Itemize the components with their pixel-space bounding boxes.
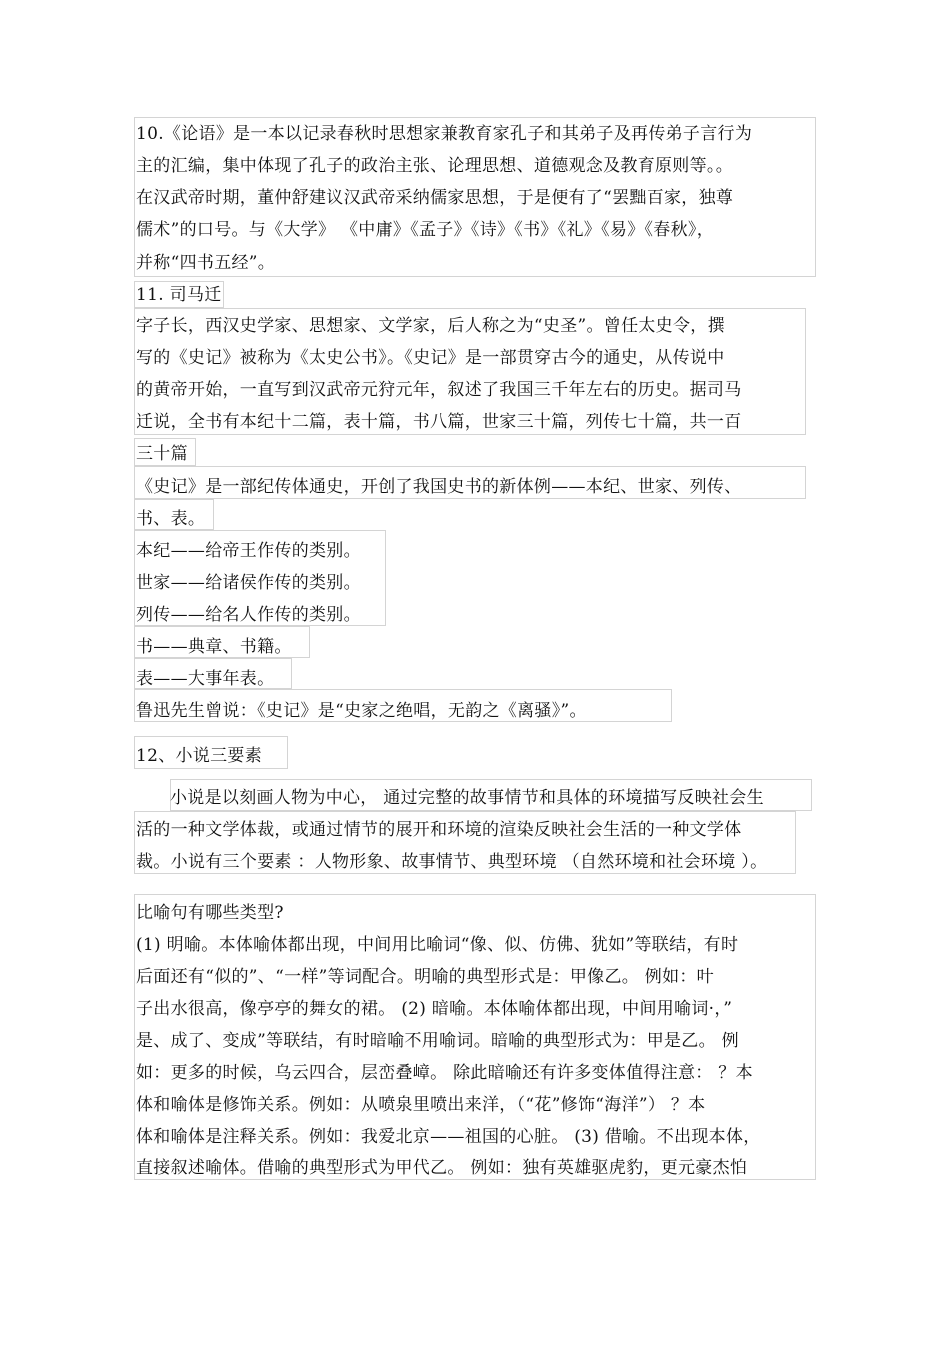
section-11-para2-line: 书、表。: [136, 509, 206, 529]
section-11-para1-tail: 三十篇: [136, 444, 188, 464]
section-10-line: 主的汇编，集中体现了孔子的政治主张、论理思想、道德观念及教育原则等。。: [136, 156, 733, 176]
section-11-para1-line: 写的《史记》被称为《太史公书》。《史记》是一部贯穿古今的通史，从传说中: [136, 348, 725, 368]
section-12-line: 小说是以刻画人物为中心， 通过完整的故事情节和具体的环境描写反映社会生: [170, 788, 764, 808]
section-11-para1-line: 迁说，全书有本纪十二篇，表十篇，书八篇，世家三十篇，列传七十篇，共一百: [136, 412, 742, 432]
section-11-para1-line: 的黄帝开始，一直写到汉武帝元狩元年，叙述了我国三千年左右的历史。据司马: [136, 380, 742, 400]
section-12-heading: 12、小说三要素: [136, 746, 263, 766]
section-11-para2-line: 《史记》是一部纪传体通史，开创了我国史书的新体例——本纪、世家、列传、: [136, 477, 742, 497]
metaphor-line: 体和喻体是注释关系。例如：我爱北京——祖国的心脏。 (3) 借喻。不出现本体，: [136, 1127, 761, 1147]
section-11-item-shu: 书——典章、书籍。: [136, 637, 292, 657]
section-11-item: 本纪——给帝王作传的类别。: [136, 541, 361, 561]
section-11-item-biao: 表——大事年表。: [136, 669, 275, 689]
metaphor-line: 如：更多的时候，乌云四合，层峦叠嶂。 除此暗喻还有许多变体值得注意： ？本: [136, 1063, 753, 1083]
section-11-para1-line: 字子长，西汉史学家、思想家、文学家，后人称之为“史圣”。曾任太史令，撰: [136, 316, 725, 336]
section-11-heading: 11. 司马迁: [136, 285, 222, 305]
metaphor-heading: 比喻句有哪些类型?: [136, 903, 284, 923]
section-10-line: 10.《论语》是一本以记录春秋时思想家兼教育家孔子和其弟子及再传弟子言行为: [136, 124, 753, 144]
section-11-quote: 鲁迅先生曾说：《史记》是“史家之绝唱，无韵之《离骚》”。: [136, 701, 587, 721]
metaphor-line: (1) 明喻。本体喻体都出现，中间用比喻词“像、似、仿佛、犹如”等联结，有时: [136, 935, 739, 955]
metaphor-line: 直接叙述喻体。借喻的典型形式为甲代乙。 例如：独有英雄驱虎豹，更元豪杰怕: [136, 1158, 748, 1178]
section-12-line: 活的一种文学体裁，或通过情节的展开和环境的渲染反映社会生活的一种文学体: [136, 820, 742, 840]
section-10-line: 儒术”的口号。与《大学》 《中庸》《孟子》《诗》《书》《礼》《易》《春秋》，: [136, 220, 714, 240]
metaphor-line: 后面还有“似的”、“一样”等词配合。明喻的典型形式是：甲像乙。 例如：叶: [136, 967, 714, 987]
section-11-item: 世家——给诸侯作传的类别。: [136, 573, 361, 593]
section-10-line: 并称“四书五经”。: [136, 253, 276, 273]
section-10-line: 在汉武帝时期，董仲舒建议汉武帝采纳儒家思想，于是便有了“罢黜百家，独尊: [136, 188, 734, 208]
metaphor-line: 体和喻体是修饰关系。例如：从喷泉里喷出来洋，（“花”修饰“海洋”） ？本: [136, 1095, 706, 1115]
section-11-item: 列传——给名人作传的类别。: [136, 605, 361, 625]
metaphor-line: 子出水很高，像亭亭的舞女的裙。 (2) 暗喻。本体喻体都出现，中间用喻词·，”: [136, 999, 733, 1019]
section-12-line: 裁。小说有三个要素 ：人物形象、故事情节、典型环境 （自然环境和社会环境 ）。: [136, 852, 768, 872]
metaphor-line: 是、成了、变成”等联结，有时暗喻不用喻词。暗喻的典型形式为：甲是乙。 例: [136, 1031, 739, 1051]
